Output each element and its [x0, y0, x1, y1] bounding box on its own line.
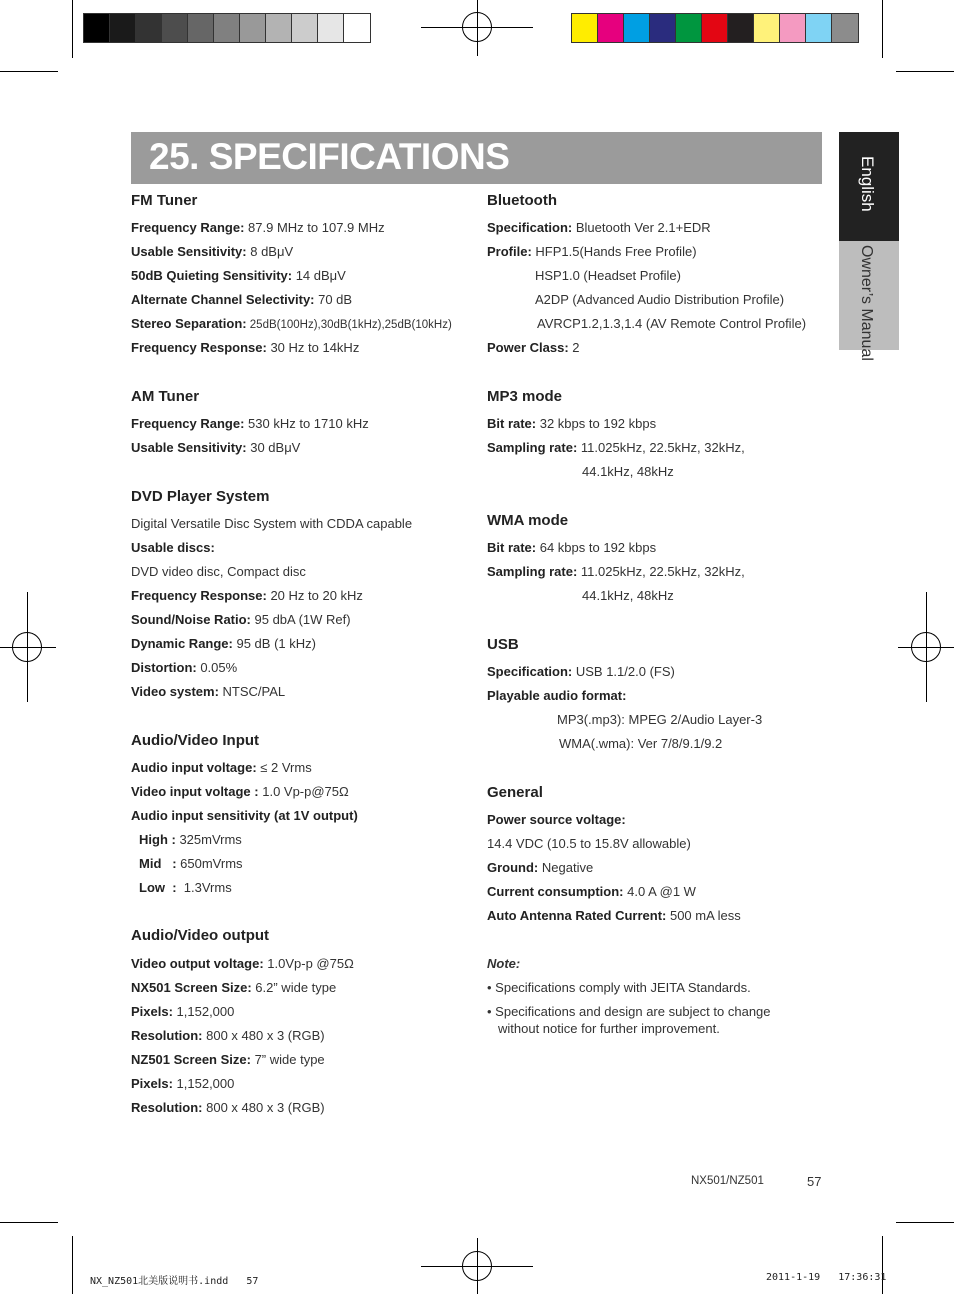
spec-line: Frequency Response: 20 Hz to 20 kHz	[131, 588, 363, 603]
spec-line: Power Class: 2	[487, 340, 580, 355]
spec-line: Frequency Range: 530 kHz to 1710 kHz	[131, 416, 369, 431]
spec-line: Frequency Response: 30 Hz to 14kHz	[131, 340, 360, 355]
title-bar	[131, 132, 822, 184]
section-heading: Audio/Video Input	[131, 732, 260, 749]
color-swatch	[624, 14, 650, 42]
color-swatch	[136, 14, 162, 42]
color-swatch	[598, 14, 624, 42]
spec-line: NZ501 Screen Size: 7” wide type	[131, 1052, 325, 1067]
spec-line: Video output voltage: 1.0Vp-p @75Ω	[131, 956, 354, 971]
color-swatch	[832, 14, 858, 42]
language-tab	[839, 132, 899, 241]
spec-line: Resolution: 800 x 480 x 3 (RGB)	[131, 1100, 325, 1115]
spec-line: Stereo Separation: 25dB(100Hz),30dB(1kHz),25dB(10kHz)	[131, 316, 452, 331]
color-swatch	[214, 14, 240, 42]
language-label: English	[858, 156, 877, 212]
color-swatch	[110, 14, 136, 42]
spec-line: Usable discs:	[131, 540, 215, 555]
spec-line: AVRCP1.2,1.3,1.4 (AV Remote Control Profile)	[537, 316, 807, 331]
spec-line: Low : 1.3Vrms	[139, 880, 232, 895]
spec-line: Video input voltage : 1.0 Vp-p@75Ω	[131, 784, 349, 799]
color-swatch	[84, 14, 110, 42]
section-heading: MP3 mode	[487, 388, 563, 405]
spec-line: MP3(.mp3): MPEG 2/Audio Layer-3	[557, 712, 763, 727]
color-swatch	[266, 14, 292, 42]
spec-line: NX501 Screen Size: 6.2” wide type	[131, 980, 337, 995]
color-swatch	[780, 14, 806, 42]
spec-line: Frequency Range: 87.9 MHz to 107.9 MHz	[131, 220, 385, 235]
spec-line: Audio input voltage: ≤ 2 Vrms	[131, 760, 312, 775]
manual-label: Owner’s Manual	[858, 245, 875, 361]
section-heading: Audio/Video output	[131, 927, 270, 944]
spec-line: Pixels: 1,152,000	[131, 1004, 235, 1019]
section-heading: FM Tuner	[131, 192, 198, 209]
spec-line: Distortion: 0.05%	[131, 660, 238, 675]
spec-line: Current consumption: 4.0 A @1 W	[487, 884, 696, 899]
manual-tab	[839, 241, 899, 361]
spec-line: Specification: Bluetooth Ver 2.1+EDR	[487, 220, 711, 235]
color-swatch	[806, 14, 832, 42]
section-heading: AM Tuner	[131, 388, 200, 405]
section-heading: DVD Player System	[131, 488, 270, 505]
page-number: 57	[807, 1174, 822, 1189]
page-title: 25. SPECIFICATIONS	[149, 136, 510, 177]
spec-line: Bit rate: 32 kbps to 192 kbps	[487, 416, 657, 431]
spec-line: Playable audio format:	[487, 688, 627, 703]
note-bullet: • Specifications comply with JEITA Standards.	[487, 980, 751, 995]
color-calibration-bar	[571, 13, 859, 43]
section-heading: USB	[487, 636, 519, 653]
spec-line: Mid : 650mVrms	[139, 856, 243, 871]
spec-line: 44.1kHz, 48kHz	[582, 588, 674, 603]
note-bullet: • Specifications and design are subject to change	[487, 1004, 771, 1019]
color-swatch	[162, 14, 188, 42]
gray-calibration-bar	[83, 13, 371, 43]
spec-line: 50dB Quieting Sensitivity: 14 dBμV	[131, 268, 346, 283]
color-swatch	[292, 14, 318, 42]
section-heading: WMA mode	[487, 512, 569, 529]
spec-line: Bit rate: 64 kbps to 192 kbps	[487, 540, 657, 555]
spec-line: WMA(.wma): Ver 7/8/9.1/9.2	[559, 736, 723, 751]
spec-line: Specification: USB 1.1/2.0 (FS)	[487, 664, 675, 679]
spec-line: Auto Antenna Rated Current: 500 mA less	[487, 908, 741, 923]
color-swatch	[650, 14, 676, 42]
color-swatch	[240, 14, 266, 42]
color-swatch	[318, 14, 344, 42]
spec-line: Resolution: 800 x 480 x 3 (RGB)	[131, 1028, 325, 1043]
slug-filename: NX_NZ501北美版说明书.indd 57	[90, 1276, 259, 1287]
color-swatch	[572, 14, 598, 42]
spec-line: 14.4 VDC (10.5 to 15.8V allowable)	[487, 836, 691, 851]
color-swatch	[188, 14, 214, 42]
color-swatch	[728, 14, 754, 42]
spec-line: Power source voltage:	[487, 812, 626, 827]
spec-line: Ground: Negative	[487, 860, 594, 875]
section-heading: General	[487, 784, 543, 801]
spec-line: Profile: HFP1.5(Hands Free Profile)	[487, 244, 697, 259]
note-bullet-continued: without notice for further improvement.	[498, 1021, 720, 1036]
spec-line: Sampling rate: 11.025kHz, 22.5kHz, 32kHz,	[487, 564, 745, 579]
spec-line: Alternate Channel Selectivity: 70 dB	[131, 292, 353, 307]
spec-line: Pixels: 1,152,000	[131, 1076, 235, 1091]
spec-line: A2DP (Advanced Audio Distribution Profile)	[535, 292, 785, 307]
color-swatch	[702, 14, 728, 42]
spec-line: High : 325mVrms	[139, 832, 242, 847]
note-title: Note:	[487, 956, 521, 971]
spec-line: HSP1.0 (Headset Profile)	[535, 268, 681, 283]
color-swatch	[676, 14, 702, 42]
spec-line: Digital Versatile Disc System with CDDA capable	[131, 516, 413, 531]
spec-line: 44.1kHz, 48kHz	[582, 464, 674, 479]
spec-line: Usable Sensitivity: 30 dBμV	[131, 440, 301, 455]
spec-line: Video system: NTSC/PAL	[131, 684, 286, 699]
spec-line: Sound/Noise Ratio: 95 dbA (1W Ref)	[131, 612, 351, 627]
footer-model: NX501/NZ501	[691, 1175, 764, 1187]
spec-line: Dynamic Range: 95 dB (1 kHz)	[131, 636, 316, 651]
spec-line: Usable Sensitivity: 8 dBμV	[131, 244, 294, 259]
section-heading: Bluetooth	[487, 192, 557, 209]
color-swatch	[344, 14, 370, 42]
slug-timestamp: 2011-1-19 17:36:31	[766, 1272, 887, 1283]
spec-line: Sampling rate: 11.025kHz, 22.5kHz, 32kHz,	[487, 440, 745, 455]
spec-line: DVD video disc, Compact disc	[131, 564, 306, 579]
color-swatch	[754, 14, 780, 42]
spec-line: Audio input sensitivity (at 1V output)	[131, 808, 358, 823]
